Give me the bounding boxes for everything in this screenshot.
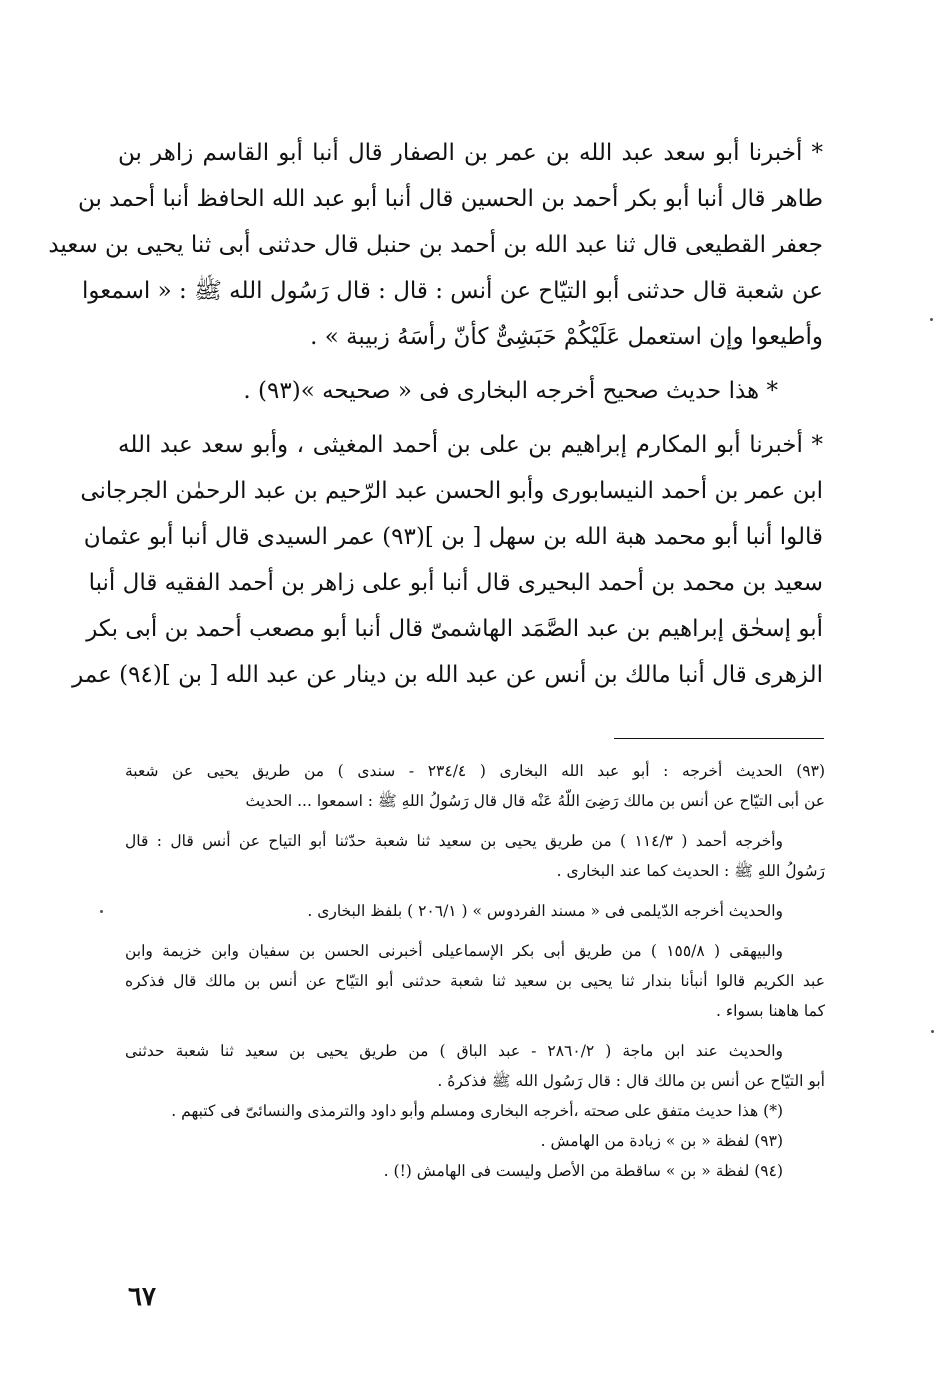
footnote-line: أبو التيّاح عن أنس بن مالك قال : قال رَسُول الله ﷺ فذكرهُ . xyxy=(437,1072,825,1090)
text-line: سعيد بن محمد بن أحمد البحيرى قال أنبا أبو على زاهر بن أحمد الفقيه قال أنبا xyxy=(88,570,823,596)
footnote-line: عن أبى التيّاح عن أنس بن مالك رَضِىَ اللّهُ عَنْه قال قال رَسُولُ اللهِ ﷺ : اسمعوا ... الحديث xyxy=(245,792,825,810)
footnote-line: (٩٣) لفظة « بن » زيادة من الهامش . xyxy=(540,1132,783,1150)
text-line: * أخبرنا أبو سعد عبد الله بن عمر بن الصفار قال أنبا أبو القاسم زاهر بن xyxy=(118,140,823,166)
footnote-line: (*) هذا حديث متفق على صحته ،أخرجه البخارى ومسلم وأبو داود والترمذى والنسائىّ فى كتبهم . xyxy=(171,1102,783,1120)
footnote-line: والحديث عند ابن ماجة ( ٢٨٦٠/٢ - عبد الباق ) من طريق يحيى بن سعيد ثنا شعبة حدثنى xyxy=(125,1042,783,1060)
page-number: ٦٧ xyxy=(128,1282,156,1312)
footnote-line: كما هاهنا بسواء . xyxy=(716,1002,825,1020)
text-line: * أخبرنا أبو المكارم إبراهيم بن على بن أحمد المغيثى ، وأبو سعد عبد الله xyxy=(118,432,823,458)
footnote-line: رَسُولُ اللهِ ﷺ : الحديث كما عند البخارى . xyxy=(556,862,825,880)
footnote-line: والبيهقى ( ١٥٥/٨ ) من طريق أبى بكر الإسماعيلى أخبرنى الحسن بن سفيان وابن خزيمة وابن xyxy=(125,942,783,960)
scan-speck xyxy=(100,910,103,913)
main-text-block xyxy=(48,130,823,698)
hadith-verdict-line: * هذا حديث صحيح أخرجه البخارى فى « صحيحه »(٩٣) . xyxy=(243,378,778,404)
scan-speck xyxy=(930,318,933,321)
text-line: جعفر القطيعى قال ثنا عبد الله بن أحمد بن حنبل قال حدثنى أبى ثنا يحيى بن سعيد xyxy=(48,232,823,258)
text-line: الزهرى قال أنبا مالك بن أنس عن عبد الله بن دينار عن عبد الله [ بن ](٩٤) عمر xyxy=(72,662,823,688)
text-line: عن شعبة قال حدثنى أبو التيّاح عن أنس : قال : قال رَسُول الله ﷺ : « اسمعوا xyxy=(82,278,823,304)
text-line: طاهر قال أنبا أبو بكر أحمد بن الحسين قال أنبا أبو عبد الله الحافظ أنبا أحمد بن xyxy=(77,186,823,212)
text-line: قالوا أنبا أبو محمد هبة الله بن سهل [ بن ](٩٣) عمر السيدى قال أنبا أبو عثمان xyxy=(83,524,823,550)
footnote-separator xyxy=(614,738,824,739)
footnotes-block xyxy=(125,756,825,1186)
text-line: ابن عمر بن أحمد النيسابورى وأبو الحسن عبد الرّحيم بن عبد الرحمٰن الجرجانى xyxy=(80,478,823,504)
footnote-line: عبد الكريم قالوا أنبأنا بندار ثنا يحيى بن سعيد ثنا شعبة حدثنى أبو التيّاح عن أنس بن مالك قال فذكره xyxy=(125,972,825,990)
scan-speck xyxy=(931,1030,934,1033)
footnote-line: (٩٤) لفظة « بن » ساقطة من الأصل وليست فى الهامش (!) . xyxy=(383,1162,783,1180)
footnote-line: (٩٣) الحديث أخرجه : أبو عبد الله البخارى ( ٢٣٤/٤ - سندى ) من طريق يحيى عن شعبة xyxy=(125,762,825,780)
footnote-line: والحديث أخرجه الدّيلمى فى « مسند الفردوس » ( ٢٠٦/١ ) بلفظ البخارى . xyxy=(307,902,783,920)
text-line: أبو إسحٰق إبراهيم بن عبد الصَّمَد الهاشمىّ قال أنبا أبو مصعب أحمد بن أبى بكر xyxy=(86,616,823,642)
text-line: وأطيعوا وإن استعمل عَلَيْكُمْ حَبَشِىٌّ كأنّ رأسَهُ زبيبة » . xyxy=(310,324,823,350)
footnote-line: وأخرجه أحمد ( ١١٤/٣ ) من طريق يحيى بن سعيد ثنا شعبة حدّثنا أبو التياح عن أنس قال : قال xyxy=(125,832,783,850)
